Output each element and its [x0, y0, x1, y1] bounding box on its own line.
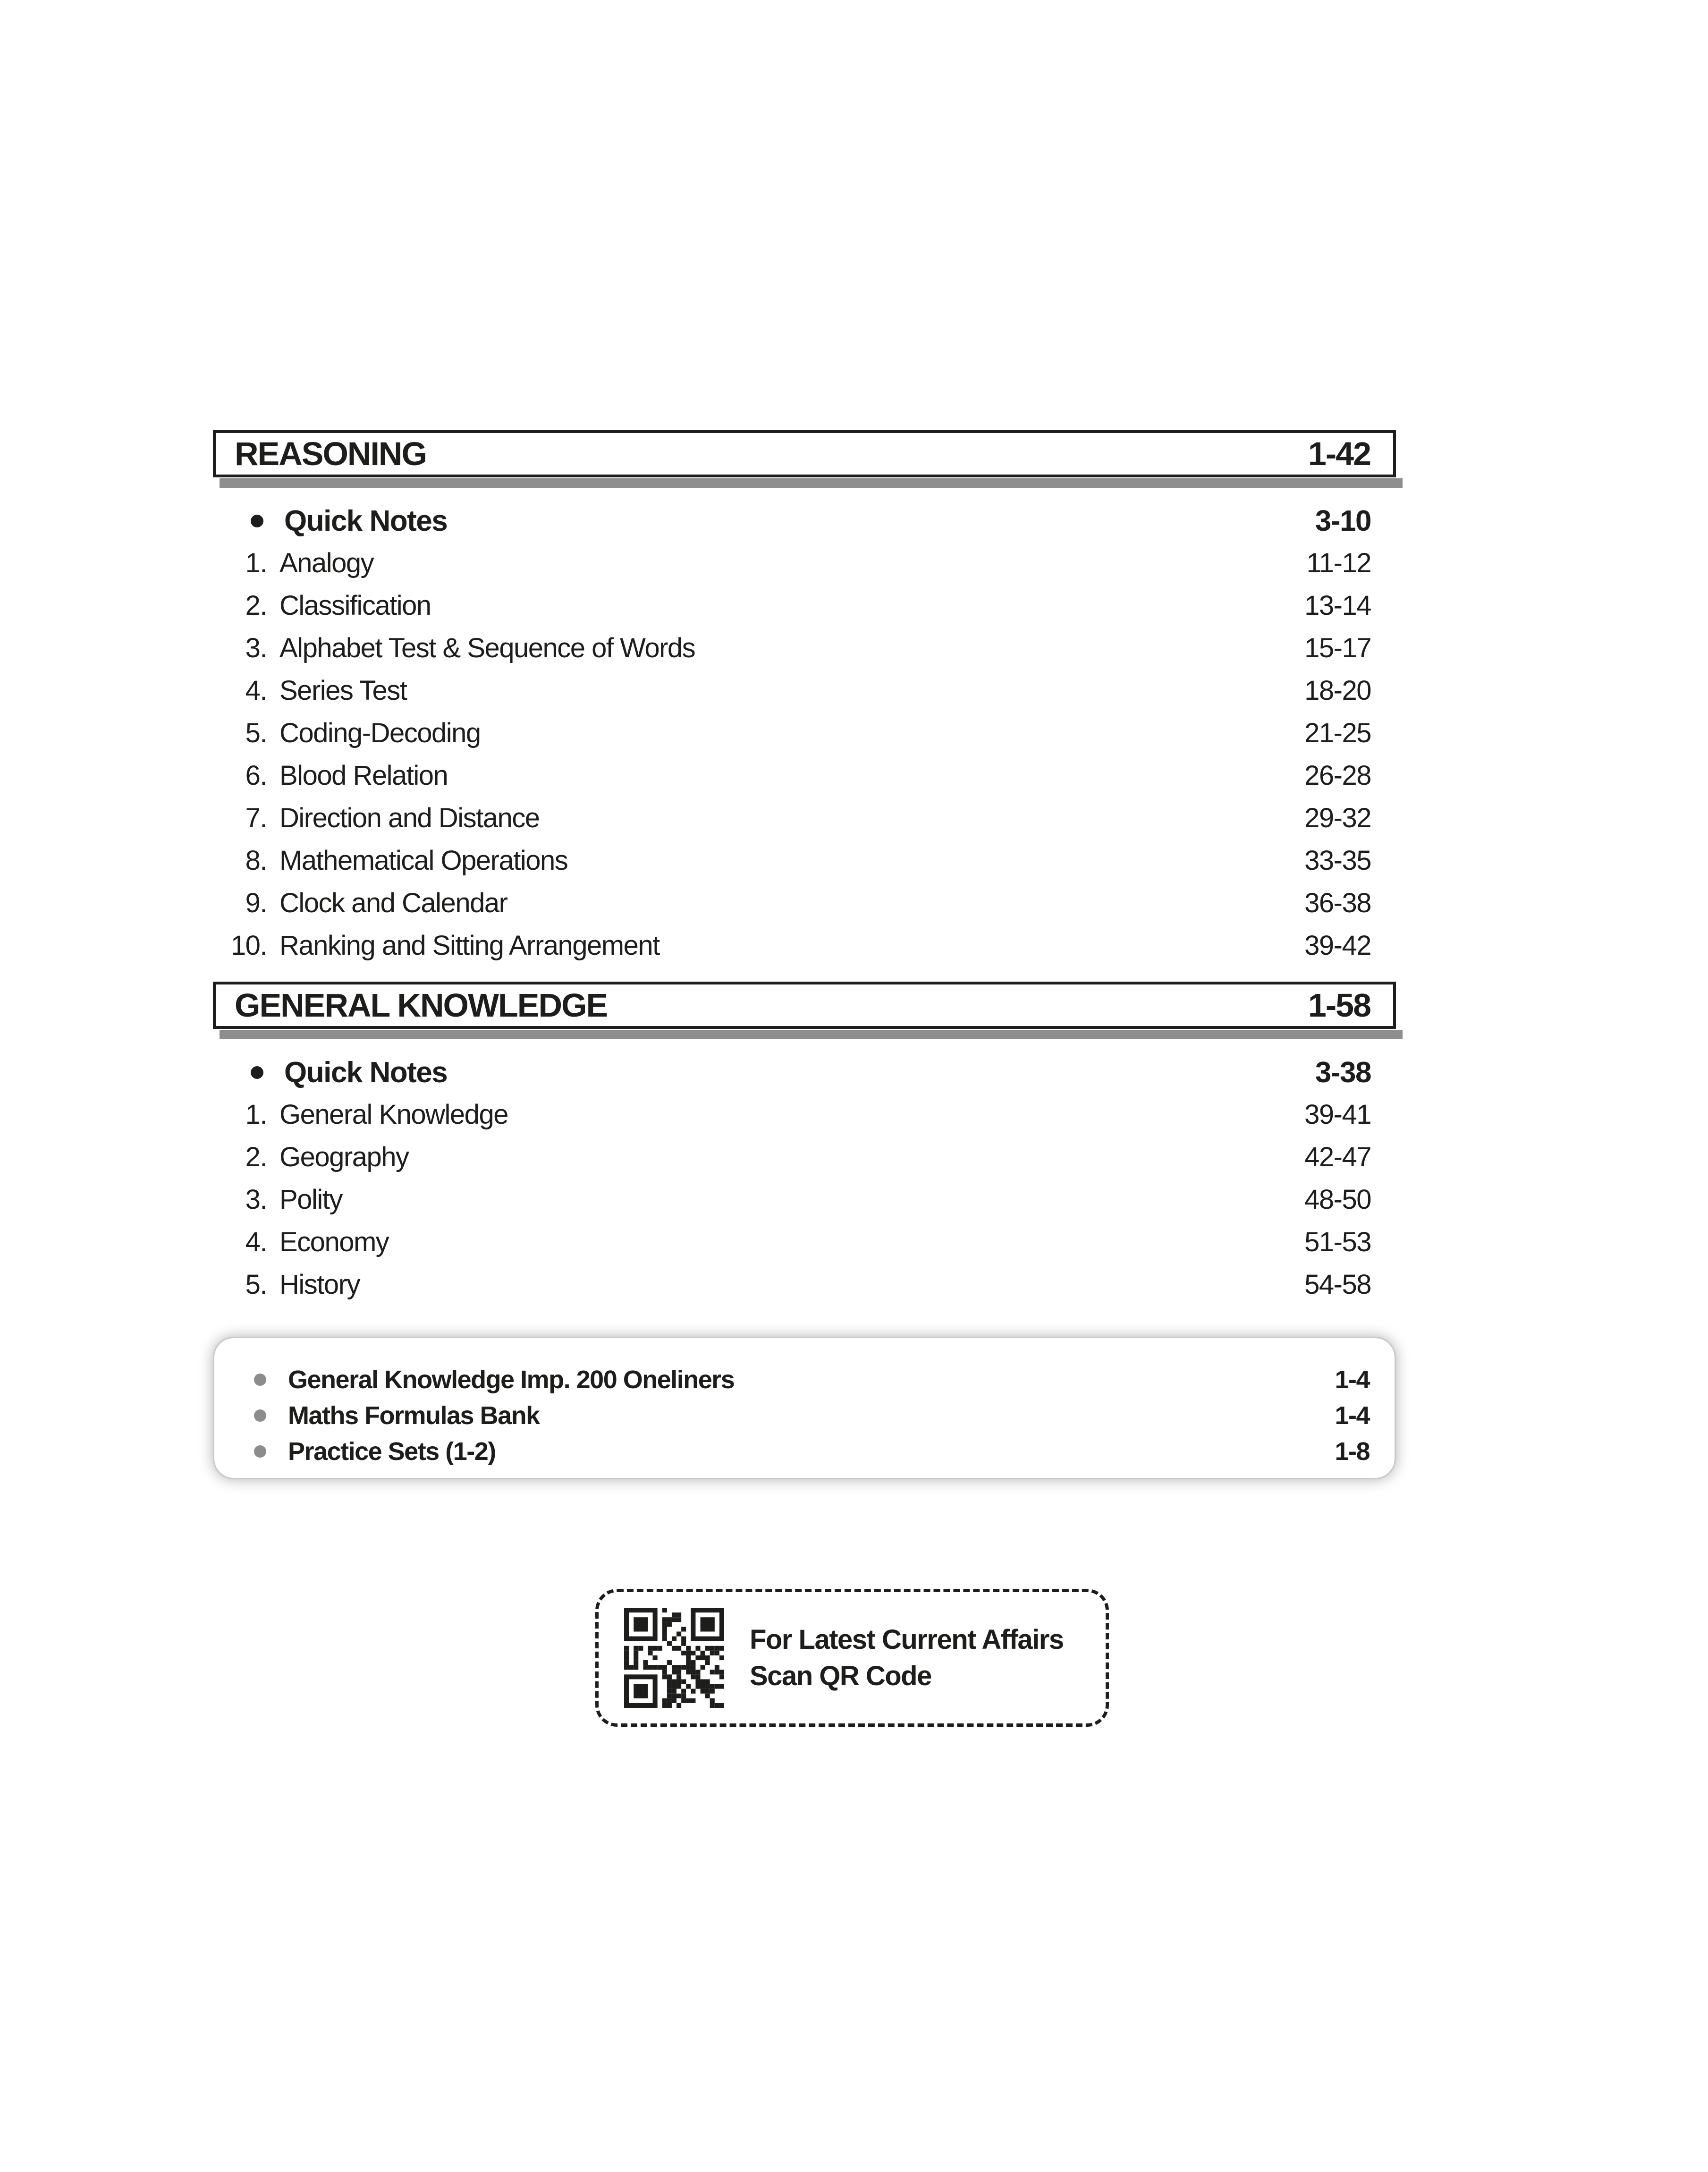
- extras-item: [214, 1398, 1395, 1434]
- extras-item-pages: 1-8: [1335, 1437, 1370, 1466]
- bullet-icon: [251, 515, 263, 527]
- section-header-general-knowledge: [213, 982, 1396, 1029]
- toc-item: [213, 1221, 1396, 1263]
- toc-item: [213, 882, 1396, 924]
- toc-item: [213, 924, 1396, 967]
- toc-item-number: 2.: [245, 1141, 267, 1172]
- section-header-shadow: [220, 478, 1403, 488]
- toc-item-number: 1.: [245, 547, 267, 578]
- toc-item-number: 10.: [230, 930, 267, 961]
- toc-item: [213, 669, 1396, 712]
- toc-item-pages: 39-41: [1304, 1099, 1371, 1130]
- toc-item-label: Series Test: [279, 675, 407, 706]
- toc-item-label: Ranking and Sitting Arrangement: [279, 930, 660, 961]
- bullet-icon: [254, 1409, 266, 1422]
- toc-item-label: History: [279, 1269, 360, 1300]
- bullet-icon: [254, 1445, 266, 1458]
- quick-notes-label: Quick Notes: [284, 1056, 448, 1089]
- toc-item-pages: 33-35: [1304, 845, 1371, 876]
- toc-item-label: Alphabet Test & Sequence of Words: [279, 632, 695, 663]
- toc-item-number: 4.: [245, 1226, 267, 1257]
- toc-item: [213, 712, 1396, 754]
- toc-item: [213, 797, 1396, 839]
- toc-item: [213, 1093, 1396, 1136]
- toc-item: [213, 1263, 1396, 1306]
- toc-item-label: General Knowledge: [279, 1099, 508, 1130]
- toc-item-number: 3.: [245, 1184, 267, 1215]
- toc-item-label: Analogy: [279, 547, 374, 578]
- toc-item-label: Polity: [279, 1184, 342, 1215]
- section-title: GENERAL KNOWLEDGE: [235, 987, 608, 1024]
- quick-notes-pages: 3-10: [1315, 504, 1371, 537]
- quick-notes-pages: 3-38: [1315, 1056, 1371, 1089]
- qr-callout-line2: Scan QR Code: [750, 1661, 931, 1691]
- toc-item-pages: 39-42: [1304, 930, 1371, 961]
- extras-card: [213, 1337, 1396, 1479]
- toc-content-column: [213, 430, 1396, 1479]
- toc-item-number: 3.: [245, 632, 267, 663]
- toc-item-number: 8.: [245, 845, 267, 876]
- toc-item-number: 1.: [245, 1099, 267, 1130]
- toc-item: [213, 1178, 1396, 1221]
- quick-notes-label: Quick Notes: [284, 504, 448, 537]
- toc-item-pages: 29-32: [1304, 802, 1371, 833]
- section-page-range: 1-58: [1308, 987, 1370, 1024]
- bullet-icon: [251, 1066, 263, 1079]
- toc-item-pages: 26-28: [1304, 760, 1371, 791]
- section-page-range: 1-42: [1308, 435, 1370, 472]
- toc-item: [213, 627, 1396, 669]
- toc-item: [213, 584, 1396, 627]
- toc-item-pages: 18-20: [1304, 675, 1371, 706]
- extras-item: [214, 1434, 1395, 1469]
- toc-item-label: Economy: [279, 1226, 389, 1257]
- quick-notes-row: [213, 500, 1396, 542]
- toc-item: [213, 542, 1396, 584]
- extras-item-label: General Knowledge Imp. 200 Oneliners: [288, 1366, 735, 1394]
- extras-item: [214, 1362, 1395, 1398]
- toc-item-number: 4.: [245, 675, 267, 706]
- toc-item-number: 5.: [245, 1269, 267, 1300]
- section-title: REASONING: [235, 435, 426, 472]
- toc-item-label: Coding-Decoding: [279, 717, 481, 748]
- toc-item-pages: 15-17: [1304, 632, 1371, 663]
- qr-code: [624, 1608, 724, 1708]
- toc-item-pages: 21-25: [1304, 717, 1371, 748]
- toc-item: [213, 839, 1396, 882]
- toc-item-pages: 36-38: [1304, 887, 1371, 918]
- extras-item-pages: 1-4: [1335, 1401, 1370, 1430]
- toc-item-number: 2.: [245, 590, 267, 621]
- toc-item-label: Direction and Distance: [279, 802, 540, 833]
- toc-item-pages: 11-12: [1306, 547, 1371, 578]
- qr-callout-text: [750, 1621, 1064, 1694]
- toc-item-number: 9.: [245, 887, 267, 918]
- toc-item-label: Classification: [279, 590, 431, 621]
- toc-item-number: 6.: [245, 760, 267, 791]
- extras-item-label: Maths Formulas Bank: [288, 1401, 540, 1430]
- toc-item-label: Clock and Calendar: [279, 887, 507, 918]
- toc-item-pages: 48-50: [1304, 1184, 1371, 1215]
- extras-item-label: Practice Sets (1-2): [288, 1437, 496, 1466]
- section-header-reasoning: [213, 430, 1396, 477]
- toc-item-number: 7.: [245, 802, 267, 833]
- bullet-icon: [254, 1374, 266, 1386]
- toc-item-pages: 54-58: [1304, 1269, 1371, 1300]
- extras-item-pages: 1-4: [1335, 1366, 1370, 1394]
- toc-item-pages: 13-14: [1304, 590, 1371, 621]
- qr-callout-line1: For Latest Current Affairs: [750, 1624, 1064, 1655]
- qr-callout-box: [595, 1589, 1109, 1727]
- quick-notes-row: [213, 1052, 1396, 1093]
- section-header-shadow: [220, 1030, 1403, 1039]
- toc-item-label: Geography: [279, 1141, 409, 1172]
- toc-item-pages: 42-47: [1304, 1141, 1371, 1172]
- toc-item-label: Mathematical Operations: [279, 845, 568, 876]
- toc-item-number: 5.: [245, 717, 267, 748]
- toc-item-pages: 51-53: [1304, 1226, 1371, 1257]
- toc-item-label: Blood Relation: [279, 760, 448, 791]
- toc-item: [213, 754, 1396, 797]
- toc-item: [213, 1136, 1396, 1178]
